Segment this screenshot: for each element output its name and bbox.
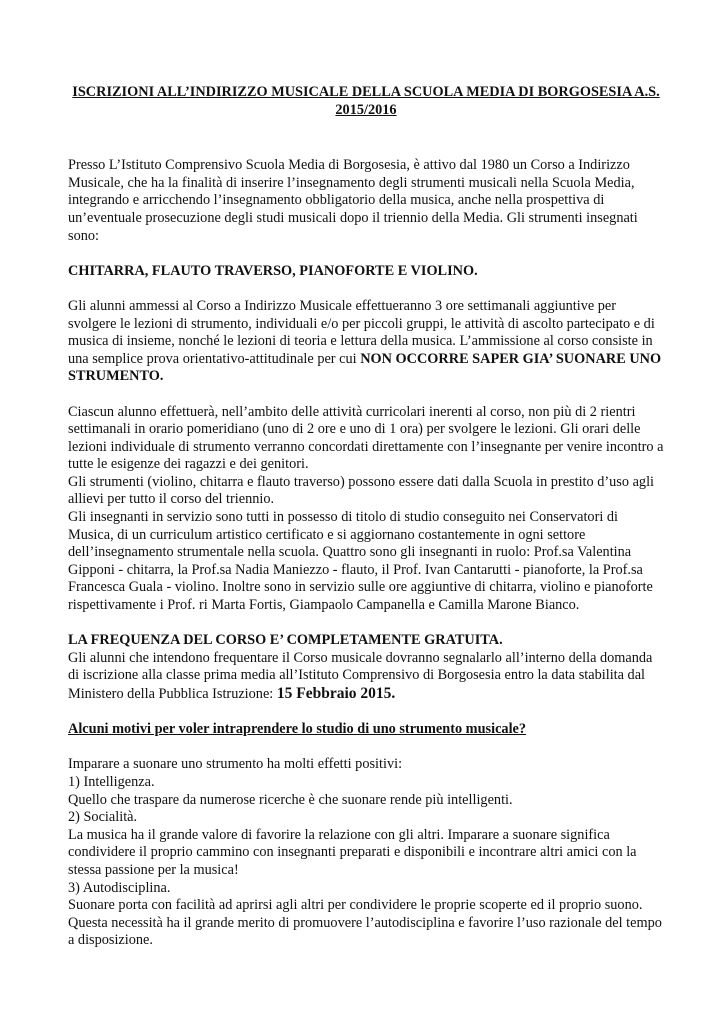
- title-line-1: ISCRIZIONI ALL’INDIRIZZO MUSICALE DELLA SCUOLA MEDIA DI BORGOSESIA A.S.: [72, 84, 660, 100]
- details-paragraph-1: Ciascun alunno effettuerà, nell’ambito delle attività curricolari inerenti al corso, non più di 2 rientri settimanali in orario pomeridiano (uno di 2 ore e uno di 1 ora) per svolgere le lezioni. Gli orari delle lezioni individuale di strumento verranno concordati direttamente con l’insegnante per venire incontro a tutte le esigenze dei ragazzi e dei genitori.: [68, 403, 664, 473]
- admission-text: Gli alunni ammessi al Corso a Indirizzo Musicale effettueranno 3 ore settimanali aggiuntive per svolgere le lezioni di strumento, individuali e/o per piccoli gruppi, le attività di ascolto partecipato e di musica di insieme, nonché le lezioni di teoria e lettura della musica. L’ammissione al corso consiste in una semplice prova orientativo-attitudinale per cui: [68, 297, 655, 367]
- reason-1-title: 1) Intelligenza.: [68, 773, 155, 790]
- intro-paragraph: Presso L’Istituto Comprensivo Scuola Media di Borgosesia, è attivo dal 1980 un Corso a Indirizzo Musicale, che ha la finalità di inserire l’insegnamento degli strumenti musicali nella Scuola Media, integrando e arricchendo l’insegnamento obbligatorio della musica, anche nella prospettiva di un’eventuale prosecuzione degli studi musicali dopo il triennio della Media. Gli strumenti insegnati sono:: [68, 157, 638, 244]
- free-paragraph: [68, 650, 664, 704]
- reason-1-text: Quello che traspare da numerose ricerche è che suonare rende più intelligenti.: [68, 791, 513, 808]
- free-text: Gli alunni che intendono frequentare il Corso musicale dovranno segnalarlo all’interno della domanda di iscrizione alla classe prima media all’Istituto Comprensivo di Borgosesia entro la data stabilita dal Ministero della Pubblica Istruzione:: [68, 649, 653, 702]
- document-page: [68, 84, 664, 950]
- reason-2-text: La musica ha il grande valore di favorire la relazione con gli altri. Imparare a suonare significa condividere il proprio cammino con insegnanti preparati e disponibili e incontrare altri amici con la stessa passione per la musica!: [68, 826, 637, 878]
- free-heading: LA FREQUENZA DEL CORSO E’ COMPLETAMENTE GRATUITA.: [68, 632, 503, 649]
- details-paragraph-2: Gli strumenti (violino, chitarra e flauto traverso) possono essere dati dalla Scuola in prestito d’uso agli allievi per tutto il corso del triennio.: [68, 473, 655, 508]
- admission-paragraph: [68, 298, 664, 386]
- title-line-2: 2015/2016: [335, 101, 397, 118]
- document-title: [68, 84, 664, 119]
- reasons-intro: Imparare a suonare uno strumento ha molti effetti positivi:: [68, 756, 403, 773]
- reason-2-title: 2) Socialità.: [68, 809, 138, 826]
- reason-3-title: 3) Autodisciplina.: [68, 879, 171, 896]
- details-paragraph-3: Gli insegnanti in servizio sono tutti in possesso di titolo di studio conseguito nei Conservatori di Musica, di un curriculum artistico certificato e si aggiornano costantemente in ogni settore dell’insegnamento strumentale nella scuola. Quattro sono gli insegnanti in ruolo: Prof.sa Valentina Gipponi - chitarra, la Prof.sa Nadia Maniezzo - flauto, il Prof. Ivan Cantarutti - pianoforte, la Prof.sa Francesca Guala - violino. Inoltre sono in servizio sulle ore aggiuntive di chitarra, violino e pianoforte rispettivamente i Prof. ri Marta Fortis, Giampaolo Campanella e Camilla Marone Bianco.: [68, 509, 653, 614]
- reasons-heading: Alcuni motivi per voler intraprendere lo studio di uno strumento musicale?: [68, 721, 527, 738]
- enrollment-date: 15 Febbraio 2015.: [276, 685, 396, 702]
- admission-bold: NON OCCORRE SAPER GIA’ SUONARE UNO STRUMENTO.: [68, 350, 662, 385]
- instruments-heading: CHITARRA, FLAUTO TRAVERSO, PIANOFORTE E VIOLINO.: [68, 262, 478, 279]
- reason-3-text: Suonare porta con facilità ad aprirsi agli altri per condividere le proprie scoperte ed il proprio suono. Questa necessità ha il grande merito di promuovere l’autodisciplina e favorire l’uso razionale del tempo a disposizione.: [68, 897, 662, 949]
